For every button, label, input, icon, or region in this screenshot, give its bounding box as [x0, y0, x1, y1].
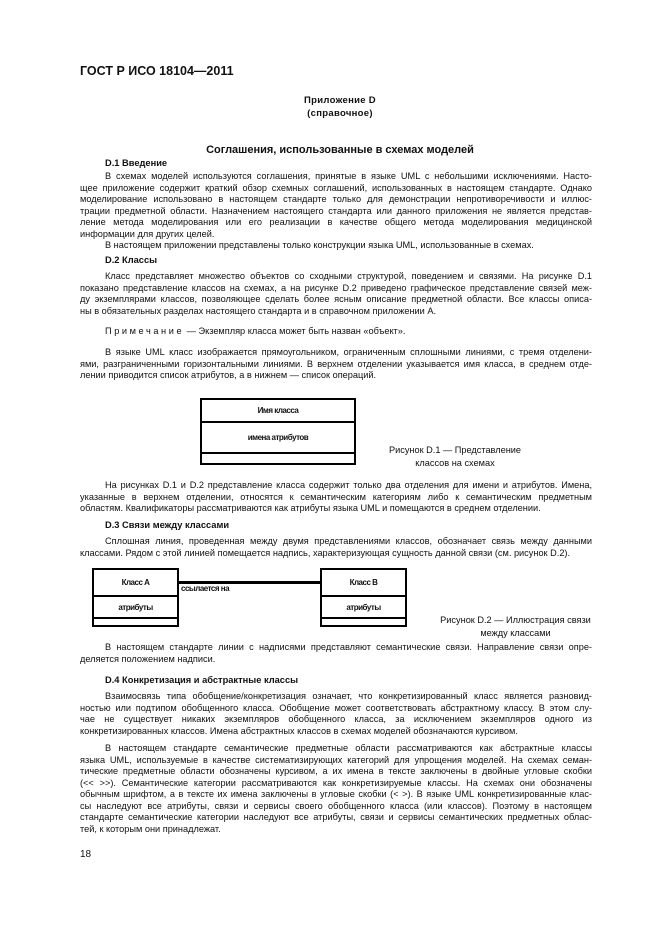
class-name-compartment: Класс A: [94, 570, 177, 597]
annex-title: Приложение D: [304, 95, 376, 106]
attributes-compartment: атрибуты: [94, 597, 177, 619]
text-line: В настоящем приложении представлены только конструкции языка UML, использованные в схемах.: [105, 240, 534, 250]
caption-line: между классами: [480, 627, 551, 638]
paragraph: [80, 480, 592, 515]
text-line: областям. Квалификаторы рассматриваются как атрибуты языка UML и помещаются в среднем отделении.: [80, 503, 541, 513]
text-line: ями, разграниченными горизонтальными линиями. В верхнем отделении указывается имя класса, в среднем отде-: [80, 358, 592, 369]
paragraph: [80, 642, 592, 665]
text-line: информации для других целей.: [80, 228, 215, 239]
class-name-compartment: Класс B: [322, 570, 405, 597]
figure-caption-d2: [428, 614, 603, 639]
text-line: (<< >>). Семантические категории рассматриваются как конкретизируемые классы. На схемах они обозначены: [80, 777, 592, 788]
text-line: показано представление классов на схемах, а на рисунке D.2 приведено графическое представление связей меж-: [80, 282, 592, 293]
document-header: ГОСТ Р ИСО 18104—2011: [80, 64, 234, 78]
text-line: ностью или подтипом обобщенного класса. Обобщение может соответствовать абстрактному классу. В этом слу-: [80, 702, 592, 713]
paragraph: [80, 743, 592, 835]
text-line: трации предметной области. Назначением настоящего стандарта или данного приложения не является представ-: [80, 205, 592, 216]
text-line: Сплошная линия, проведенная между двумя представлениями классов, обозначает связь между данными: [105, 536, 592, 546]
text-line: ны в обязательных разделах настоящего стандарта и в справочном приложении А.: [80, 305, 437, 316]
note: [105, 326, 405, 336]
paragraph: [80, 347, 592, 382]
paragraph: [80, 536, 592, 559]
association-label: ссылается на: [181, 584, 230, 593]
text-line: моделирование использовано в настоящем стандарте только для демонстрации непротиворечивости и иллюс-: [80, 194, 592, 204]
text-line: тей, к которым они принадлежат.: [80, 823, 221, 834]
section-heading-d3: D.3 Связи между классами: [105, 520, 230, 530]
text-line: В настоящем стандарте линии с надписями представляют семантические связи. Направление связи опре-: [105, 642, 592, 652]
text-line: лении приводится список атрибутов, а в нижнем — список операций.: [80, 370, 377, 380]
page-number: 18: [80, 849, 92, 860]
text-line: В схемах моделей используются соглашения, принятые в языке UML с небольшими исключениями. Насто-: [105, 171, 592, 181]
caption-line: Рисунок D.2 — Иллюстрация связи: [440, 615, 591, 625]
uml-class-b: [320, 568, 407, 627]
caption-line: классов на схемах: [415, 457, 495, 468]
attributes-compartment: атрибуты: [322, 597, 405, 619]
text-line: ду экземплярами классов, позволяющее сделать более ясным описание предметной области. Все классы описа-: [80, 294, 592, 304]
text-line: классами. Рядом с этой линией помещается надпись, характеризующая сущность данной связи (см. рисунок D.2).: [80, 547, 571, 558]
text-line: Класс представляет множество объектов со сходными структурой, поведением и связями. На рисунке D.1: [105, 271, 592, 281]
uml-class-box: [200, 398, 356, 465]
text-line: тические предметные области обозначены курсивом, а их имена в тексте заключены в двойные угловые скобки: [80, 766, 592, 776]
class-name-compartment: Имя класса: [202, 400, 354, 423]
text-line: чае не существует никаких экземпляров обобщенного класса, за исключением экземпляров одного из: [80, 714, 592, 724]
note-text: — Экземпляр класса может быть назван «объект».: [184, 326, 406, 336]
caption-line: Рисунок D.1 — Представление: [388, 445, 522, 455]
text-line: Взаимосвязь типа обобщение/конкретизация означает, что конкретизированный класс является разновид-: [105, 691, 592, 701]
paragraph: [80, 240, 592, 252]
note-label: Примечание: [105, 326, 185, 336]
attributes-compartment: имена атрибутов: [202, 423, 354, 454]
figure-caption-d1: [380, 444, 530, 469]
text-line: сы наследуют все атрибуты, связи и сервисы своего обобщенного класса (или классов). Поэтому в настоящем: [80, 800, 592, 811]
text-line: В настоящем стандарте семантические предметные области рассматриваются как абстрактные классы: [105, 743, 592, 753]
paragraph: [80, 171, 592, 240]
text-line: стандарте семантические категории наследуют все атрибуты, связи и сервисы семантических предметных облас-: [80, 812, 592, 822]
text-line: деляется положением надписи.: [80, 653, 216, 664]
section-heading-d4: D.4 Конкретизация и абстрактные классы: [105, 675, 299, 685]
text-line: В языке UML класс изображается прямоугольником, ограниченным сплошными линиями, с тремя отделени-: [105, 347, 592, 357]
text-line: конкретизированных классов. Имена абстрактных классов в схемах моделей обозначаются курсивом.: [80, 725, 518, 736]
section-heading-d2: D.2 Классы: [105, 255, 158, 265]
annex-type: (справочное): [307, 108, 373, 119]
page-title: Соглашения, использованные в схемах моделей: [206, 144, 474, 156]
text-line: языка UML, используемые в качестве систематизирующих категорий для упрощения моделей. На схемах семан-: [80, 754, 592, 765]
paragraph: [80, 691, 592, 737]
text-line: указанные в верхнем отделении, относятся к семантическим категориям либо к семантическим предметным: [80, 491, 592, 502]
text-line: щее приложение содержит краткий обзор схемных соглашений, использованных в настоящем стандарте. Однако: [80, 182, 592, 193]
text-line: ление метода моделирования или его реализации в качестве общего метода моделирования медицинской: [80, 217, 592, 227]
paragraph: [80, 271, 592, 317]
text-line: На рисунках D.1 и D.2 представление класса содержит только два отделения для имени и атрибутов. Имена,: [105, 480, 592, 490]
text-line: обычным шрифтом, а в тексте их имена заключены в угловые скобки (< >). В языке UML конкретизированные клас-: [80, 789, 592, 799]
section-heading-d1: D.1 Введение: [105, 158, 168, 168]
uml-class-a: [92, 568, 179, 627]
